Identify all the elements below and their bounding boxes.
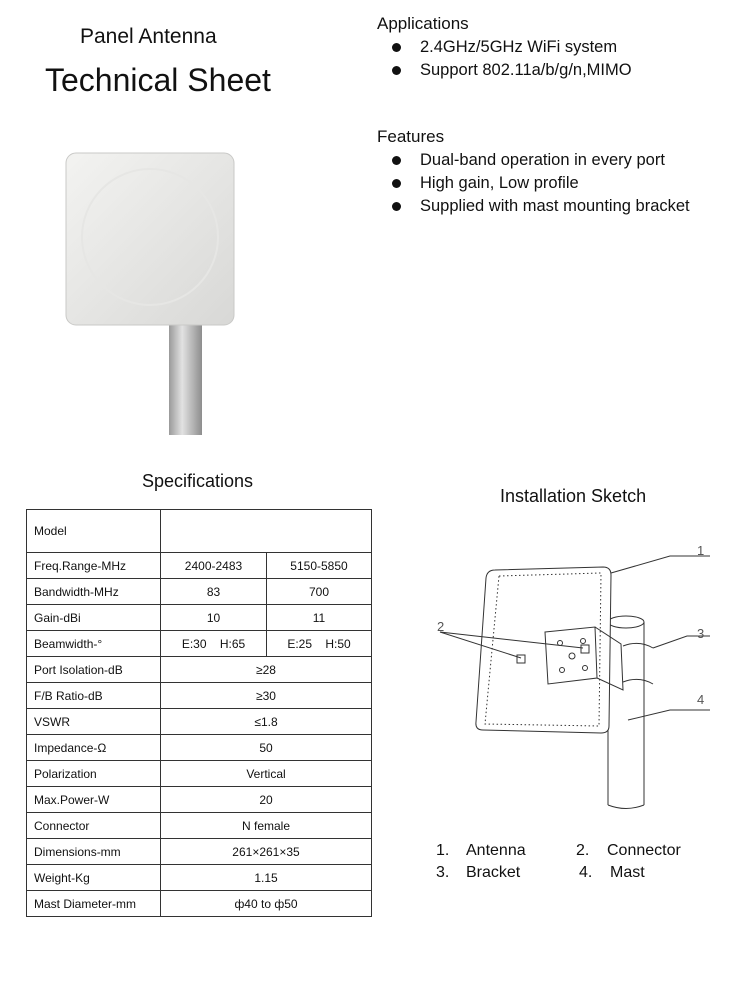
row-value: 20 [161, 787, 372, 813]
callout-1: 1 [697, 543, 705, 558]
applications-heading: Applications [377, 14, 469, 33]
row-value: 50 [161, 735, 372, 761]
legend-label: Antenna [466, 842, 526, 859]
row-value-band2: 11 [267, 605, 372, 631]
antenna-product-photo [60, 145, 240, 435]
list-item-text: Supplied with mast mounting bracket [420, 197, 690, 215]
row-value: 1.15 [161, 865, 372, 891]
table-row [27, 735, 372, 761]
row-label: Bandwidth-MHz [27, 579, 161, 605]
row-value-band2: E:25 H:50 [267, 631, 372, 657]
bullet-icon [392, 43, 401, 52]
title-line-1: Panel Antenna [80, 25, 217, 48]
row-value: ≤1.8 [161, 709, 372, 735]
list-item [377, 149, 690, 172]
legend-number: 1. [436, 842, 450, 859]
table-row [27, 709, 372, 735]
row-value: ф40 to ф50 [161, 891, 372, 917]
list-item-text: 2.4GHz/5GHz WiFi system [420, 38, 618, 56]
applications-list [377, 36, 632, 82]
legend-row [433, 840, 733, 862]
table-row [27, 865, 372, 891]
row-label: VSWR [27, 709, 161, 735]
list-item [377, 59, 632, 82]
row-value-band1: 83 [161, 579, 267, 605]
row-label: Max.Power-W [27, 787, 161, 813]
sketch-legend [433, 840, 733, 884]
page-title: Technical Sheet [45, 62, 271, 98]
row-label: Polarization [27, 761, 161, 787]
legend-number: 3. [436, 864, 450, 881]
row-value-band2: 5150-5850 [267, 553, 372, 579]
table-row [27, 605, 372, 631]
bullet-icon [392, 202, 401, 211]
row-label: Freq.Range-MHz [27, 553, 161, 579]
callout-2: 2 [437, 619, 445, 634]
row-value-band2: 700 [267, 579, 372, 605]
bullet-icon [392, 179, 401, 188]
legend-row [433, 862, 733, 884]
row-label: Dimensions-mm [27, 839, 161, 865]
table-row [27, 891, 372, 917]
callout-4: 4 [697, 692, 705, 707]
list-item-text: Support 802.11a/b/g/n,MIMO [420, 61, 632, 79]
table-row [27, 839, 372, 865]
row-value: ≥28 [161, 657, 372, 683]
table-row [27, 761, 372, 787]
row-label: F/B Ratio-dB [27, 683, 161, 709]
legend-label: Mast [610, 864, 645, 881]
table-row [27, 510, 372, 553]
legend-number: 2. [576, 842, 590, 859]
row-label: Gain-dBi [27, 605, 161, 631]
table-row [27, 553, 372, 579]
bullet-icon [392, 156, 401, 165]
callout-3: 3 [697, 626, 705, 641]
specifications-table [26, 509, 372, 917]
list-item-text: High gain, Low profile [420, 174, 579, 192]
list-item-text: Dual-band operation in every port [420, 151, 665, 169]
features-heading: Features [377, 127, 445, 146]
list-item [377, 172, 690, 195]
list-item [377, 195, 690, 218]
row-value: N female [161, 813, 372, 839]
features-list [377, 149, 690, 218]
row-label: Port Isolation-dB [27, 657, 161, 683]
installation-sketch-heading: Installation Sketch [500, 486, 647, 506]
legend-label: Bracket [466, 864, 521, 881]
legend-number: 4. [579, 864, 593, 881]
row-value: 261×261×35 [161, 839, 372, 865]
row-value-band1: 10 [161, 605, 267, 631]
table-row [27, 657, 372, 683]
table-row [27, 631, 372, 657]
bullet-icon [392, 66, 401, 75]
row-value-band1: E:30 H:65 [161, 631, 267, 657]
table-row [27, 787, 372, 813]
list-item [377, 36, 632, 59]
row-value: Vertical [161, 761, 372, 787]
table-row [27, 579, 372, 605]
legend-label: Connector [607, 842, 681, 859]
row-value: ≥30 [161, 683, 372, 709]
table-row [27, 683, 372, 709]
row-value [161, 510, 372, 553]
row-label: Model [27, 510, 161, 553]
row-label: Mast Diameter-mm [27, 891, 161, 917]
row-label: Impedance-Ω [27, 735, 161, 761]
specifications-heading: Specifications [142, 471, 254, 491]
row-label: Weight-Kg [27, 865, 161, 891]
row-label: Connector [27, 813, 161, 839]
row-value-band1: 2400-2483 [161, 553, 267, 579]
table-row [27, 813, 372, 839]
row-label: Beamwidth-° [27, 631, 161, 657]
installation-sketch [425, 540, 725, 820]
